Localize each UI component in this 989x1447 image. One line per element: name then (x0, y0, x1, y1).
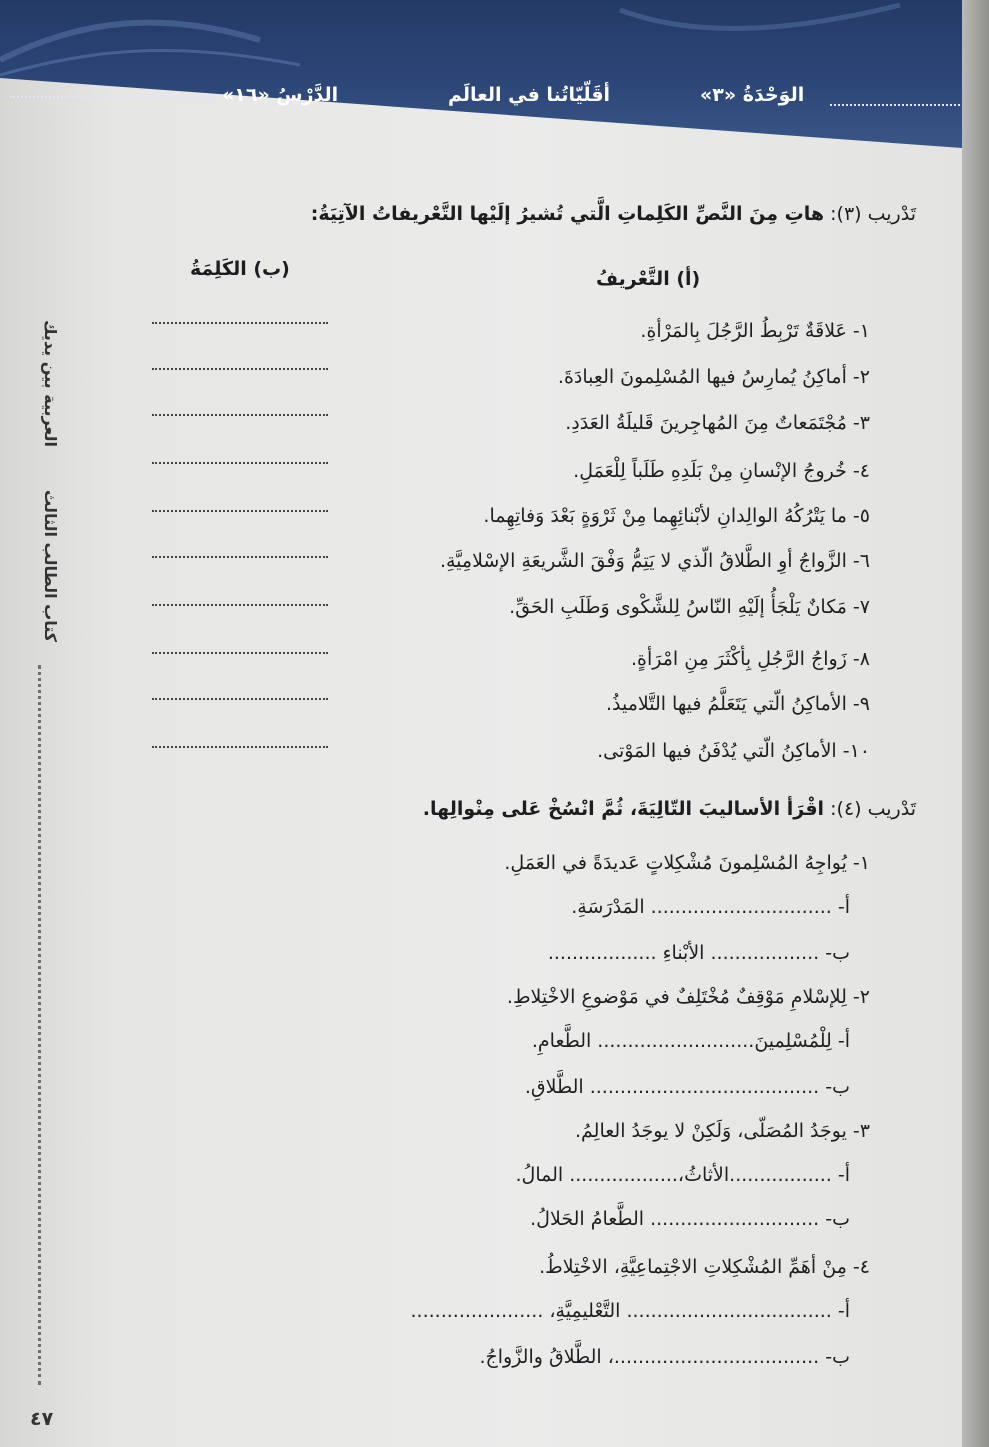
exercise4-title (423, 798, 916, 820)
exercise-line-a[interactable]: أ- .................الأثاثُ،.................. المالُ. (515, 1164, 850, 1186)
exercise3-instruction: هاتِ مِنَ النَّصِّ الكَلِماتِ الَّتي تُشيرُ إلَيْها التَّعْريفاتُ الآتِيَةُ: (310, 203, 825, 225)
lesson-label: الدَّرْسُ «١٦» (222, 84, 339, 106)
exercise4-label: تَدْريب (٤): (830, 798, 916, 820)
column-definition-header: (أ) التَّعْريفُ (596, 268, 701, 290)
exercise-line-a[interactable]: أ- لِلْمُسْلِمينَ.......................... الطَّعامِ. (531, 1030, 850, 1052)
exercise-line-a[interactable]: أ- .................................. التَّعْليمِيَّةِ، ...................... (410, 1300, 850, 1322)
exercise-line-b[interactable]: ب- ............................ الطَّعامُ الحَلالُ. (530, 1208, 850, 1230)
definition-item: ٥- ما يَتْرُكُهُ الوالِدانِ لأبْنائِهِما مِنْ ثَرْوَةٍ بَعْدَ وَفاتِهِما. (483, 505, 870, 527)
definition-item: ٨- زَواجُ الرَّجُلِ بِأكْثَرَ مِنِ امْرَأةٍ. (630, 648, 870, 670)
answer-blank[interactable] (152, 604, 328, 606)
exercise3-title (311, 203, 916, 225)
exercise4-instruction: اقْرَأ الأساليبَ التّالِيَةَ، ثُمَّ انْسُخْ عَلى مِنْوالِها. (422, 798, 825, 820)
model-sentence: ٢- لِلإسْلامِ مَوْقِفٌ مُخْتَلِفٌ في مَوْضوعِ الاخْتِلاطِ. (506, 986, 870, 1008)
sidebar-book-title: العربية بين يديك (41, 320, 60, 447)
unit-title: أقَلّيّاتُنا في العالَم (448, 84, 611, 106)
unit-label: الوَحْدَةُ «٣» (700, 84, 805, 106)
answer-blank[interactable] (152, 556, 328, 558)
page-number: ٤٧ (30, 1408, 54, 1430)
definition-item: ١٠- الأماكِنُ الّتي يُدْفَنُ فيها المَوْتى. (597, 740, 870, 762)
answer-blank[interactable] (152, 368, 328, 370)
definition-item: ٦- الزَّواجُ أوِ الطَّلاقُ الّذي لا يَتِمُّ وَفْقَ الشَّريعَةِ الإسْلامِيَّةِ. (439, 550, 870, 572)
banner-ornament (0, 0, 962, 150)
definition-item: ٧- مَكانٌ يَلْجَأُ إلَيْهِ النّاسُ لِلشَّكْوى وَطَلَبِ الحَقِّ. (509, 596, 870, 618)
sidebar-divider (38, 665, 41, 1385)
header-rule-left (10, 96, 210, 98)
exercise3-label: تَدْريب (٣): (830, 203, 916, 225)
exercise-line-b[interactable]: ب- .................. الأبْناءِ .................. (547, 942, 850, 964)
exercise-line-b[interactable]: ب- ...................................... الطَّلاقِ. (524, 1076, 850, 1098)
answer-blank[interactable] (152, 652, 328, 654)
definition-item: ٢- أماكِنُ يُمارِسُ فيها المُسْلِمونَ العِبادَةَ. (557, 366, 870, 388)
answer-blank[interactable] (152, 510, 328, 512)
column-word-header: (ب) الكَلِمَةُ (190, 258, 290, 280)
answer-blank[interactable] (152, 698, 328, 700)
answer-blank[interactable] (152, 322, 328, 324)
page-edge (962, 0, 989, 1447)
exercise-line-b[interactable]: ب- ..................................، الطَّلاقُ والزَّواجُ. (479, 1346, 850, 1368)
model-sentence: ٤- مِنْ أهَمِّ المُشْكِلاتِ الاجْتِماعِيَّةِ، الاخْتِلاطُ. (539, 1256, 870, 1278)
definition-item: ٣- مُجْتَمَعاتٌ مِنَ المُهاجِرينَ قَليلَةُ العَدَدِ. (565, 412, 870, 434)
model-sentence: ٣- يوجَدُ المُصَلّى، وَلَكِنْ لا يوجَدُ العالِمُ. (575, 1120, 870, 1142)
answer-blank[interactable] (152, 462, 328, 464)
definition-item: ١- عَلاقَةٌ تَرْبِطُ الرَّجُلَ بِالمَرْأةِ. (640, 320, 870, 342)
model-sentence: ١- يُواجِهُ المُسْلِمونَ مُشْكِلاتٍ عَديدَةً في العَمَلِ. (504, 852, 870, 874)
definition-item: ٤- خُروجُ الإنْسانِ مِنْ بَلَدِهِ طَلَباً لِلْعَمَلِ. (573, 460, 870, 482)
header-rule-right (830, 104, 960, 106)
answer-blank[interactable] (152, 746, 328, 748)
answer-blank[interactable] (152, 414, 328, 416)
definition-item: ٩- الأماكِنُ الّتي يَتَعَلَّمُ فيها التَّلاميذُ. (605, 693, 870, 715)
sidebar-book-part: كتاب الطالب الثالث (41, 490, 60, 643)
exercise-line-a[interactable]: أ- .............................. المَدْرَسَةِ. (571, 896, 850, 918)
